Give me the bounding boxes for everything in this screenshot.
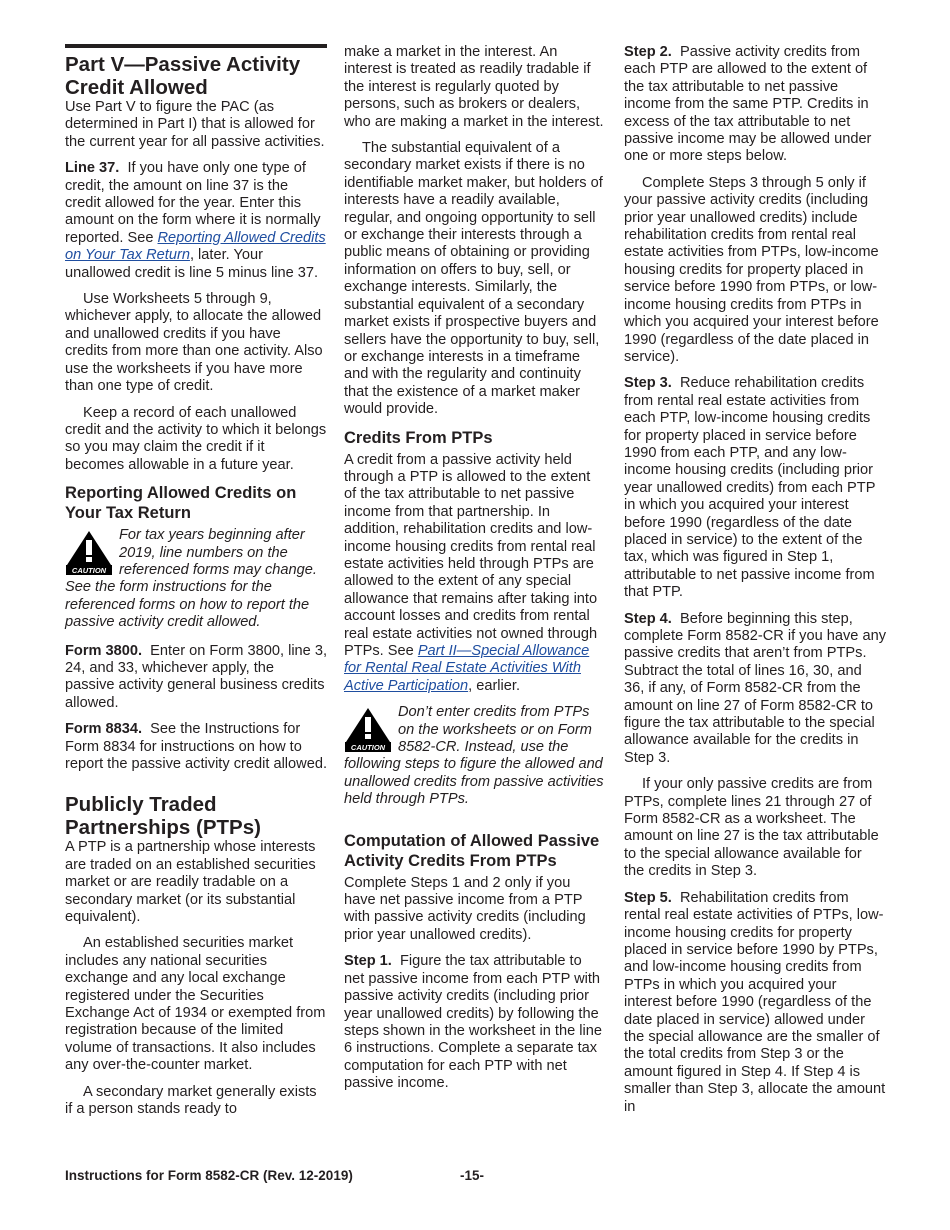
step4-paragraph [624, 611, 886, 768]
line37-label: Line 37. [65, 160, 120, 177]
substantial-equivalent-paragraph: The substantial equivalent of a secondary market exists if there is no identifiable market maker, but holders of interests have a readily available, regular, and ongoing opportunity to sell or exchange their interests through a public means of obtaining or providing information on offers to buy, sell, or exchange interests. Similarly, the substantial equivalent of a secondary market exists if prospective buyers and sellers have the opportunity to buy, sell, or exchange interests in a timeframe and with the regularity and continuity that the existence of a market maker would provide. [344, 140, 603, 418]
steps-3-5-paragraph: Complete Steps 3 through 5 only if your passive activity credits (including prior year unallowed credits) include rehabilitation credits from rental real estate activities from PTPs, low-income housing credits for property placed in service before 1990 from PTPs, or low-income housing credits from PTPs in which you acquired your interest before 1990 (regardless of the date placed in service). [624, 174, 879, 365]
caution-icon-label: CAUTION [350, 743, 386, 753]
credits-text-b: , earlier. [468, 677, 521, 694]
step2-label: Step 2. [624, 44, 672, 60]
form8834-paragraph [65, 721, 327, 773]
part5-heading-rule [65, 44, 327, 99]
record-paragraph: Keep a record of each unallowed credit and the activity to which it belongs so you may claim the credit if it becomes allowable in a future year. [65, 404, 327, 473]
step4-text: Before beginning this step, complete Form 8582-CR if you have any passive credits that aren’t from PTPs. Subtract the total of lines 16, 30, and 36, if any, of Form 8582-CR from the amount on line 27 of Form 8582-CR to figure the tax attributable to the special allowance available for the credits in Step 3. [624, 610, 886, 766]
step5-paragraph [624, 890, 886, 1116]
ptp-heading: Publicly Traded Partnerships (PTPs) [65, 793, 261, 840]
form3800-label: Form 3800. [65, 642, 143, 659]
computation-heading: Computation of Allowed Passive Activity Credits From PTPs [344, 831, 600, 870]
form8834-text: See the Instructions for Form 8834 for instructions on how to report the passive activity credit allowed. [65, 721, 327, 772]
step1-text: Figure the tax attributable to net passive income from each PTP with passive activity credits (including prior year unallowed credits) by following the steps shown in the worksheet in the line 6 instructions. Complete a separate tax computation for each PTP with net passive income. [344, 953, 602, 1092]
caution-note-2 [344, 704, 606, 808]
footer-page-number: -15- [460, 1168, 485, 1183]
ptp-paragraph-3: A secondary market generally exists if a person stands ready to [65, 1083, 317, 1118]
market-continued-paragraph: make a market in the interest. An interest is treated as readily tradable if the interest is regularly quoted by persons, such as brokers or dealers, who are making a market in the interest. [344, 44, 604, 130]
form8834-label: Form 8834. [65, 721, 143, 738]
footer-form-title: Instructions for Form 8582-CR (Rev. 12-2019) [65, 1168, 353, 1183]
caution-icon-label: CAUTION [71, 566, 107, 576]
credits-from-ptps-heading: Credits From PTPs [344, 428, 493, 447]
caution-text-1: For tax years beginning after 2019, line numbers on the referenced forms may change. See the form instructions for the referenced forms on how to report the passive activity credit allowed. [65, 527, 317, 631]
worksheets-paragraph: Use Worksheets 5 through 9, whichever apply, to allocate the allowed and unallowed credits if you have credits from more than one activity. Also use the worksheets if you have more than one type of credit. [65, 291, 323, 395]
form3800-text: Enter on Form 3800, line 3, 24, and 33, whichever apply, the passive activity general business credits allowed. [65, 642, 328, 711]
steps-1-2-paragraph: Complete Steps 1 and 2 only if you have net passive income from a PTP with passive activity credits (including prior year unallowed credits). [344, 874, 586, 943]
step2-text: Passive activity credits from each PTP are allowed to the extent of the tax attributable to net passive income from the same PTP. Credits in excess of the tax attributable to net passive income may be allowed under one or more steps below. [624, 44, 872, 165]
caution-icon [65, 529, 113, 575]
step2-paragraph [624, 44, 886, 166]
form3800-paragraph [65, 643, 327, 713]
credits-from-ptps-paragraph [344, 452, 606, 696]
credits-text-a: A credit from a passive activity held through a PTP is allowed to the extent of the tax attributable to net passive income from that partnership. In addition, rehabilitation credits and low-income housing credits from rental real estate activities held through PTPs are allowed to the extent of any special allowance that remains after taking into account losses and credits from rental real estate activities not owned through PTPs. See [344, 451, 598, 659]
part2-special-allowance-link[interactable]: Part II—Special Allowance for Rental Real Estate Activities With Active Participation [344, 643, 590, 694]
line37-text-b: , later. Your unallowed credit is line 5 minus line 37. [65, 247, 319, 281]
step4-label: Step 4. [624, 610, 672, 627]
ptp-paragraph-2: An established securities market includes any national securities exchange and any local exchange registered under the Securities Exchange Act of 1934 or exempted from registration because of the limited volume of transactions. It also includes any over-the-counter market. [65, 935, 326, 1074]
caution-note-1 [65, 527, 327, 631]
step1-paragraph [344, 953, 606, 1092]
reporting-heading: Reporting Allowed Credits on Your Tax Return [65, 484, 297, 523]
line37-text-a: If you have only one type of credit, the amount on line 37 is the credit allowed for the year. Enter this amount on the form where it is normally reported. See [65, 160, 321, 246]
column-2 [344, 44, 606, 1102]
step3-text: Reduce rehabilitation credits from rental real estate activities from each PTP, low-income housing credits for property placed in service before 1990 from each PTP, and any low-income housing credits (including prior year unallowed credits) from each PTP in which you acquired your interest before 1990 (regardless of the date placed in service) to the extent of the tax, which was figured in Step 1, attributable to net passive income from that PTP. [624, 375, 876, 601]
step1-label: Step 1. [344, 953, 392, 970]
part5-intro: Use Part V to figure the PAC (as determined in Part I) that is allowed for the current year for all passive activities. [65, 99, 325, 150]
column-3 [624, 44, 886, 1125]
ptp-paragraph-1: A PTP is a partnership whose interests are traded on an established securities market or are readily tradable on a secondary market (or its substantial equivalent). [65, 839, 316, 926]
only-ptp-credits-paragraph: If your only passive credits are from PTPs, complete lines 21 through 27 of Form 8582-CR as a worksheet. The amount on line 27 is the tax attributable to the special allowance available for the credits in Step 3. [624, 776, 879, 880]
reporting-allowed-credits-link[interactable]: Reporting Allowed Credits on Your Tax Return [65, 229, 326, 264]
step3-label: Step 3. [624, 375, 672, 392]
caution-text-2: Don’t enter credits from PTPs on the worksheets or on Form 8582-CR. Instead, use the following steps to figure the allowed and unallowed credits from passive activities held through PTPs. [344, 704, 604, 808]
column-1 [65, 44, 327, 1128]
part5-heading: Part V—Passive Activity Credit Allowed [65, 53, 301, 99]
step3-paragraph [624, 375, 886, 601]
caution-icon [344, 706, 392, 752]
line37-paragraph [65, 160, 327, 282]
step5-text: Rehabilitation credits from rental real estate activities of PTPs, low-income housing credits for property placed in service before 1990 by PTPs, and low-income housing credits from PTPs in which you acquired your interest before 1990 (regardless of the date placed in service) allowed under the special allowance are the smaller of the total credits from Step 3 or the amount figured in Step 4. If Step 4 is smaller than Step 3, allocate the amount in [624, 889, 886, 1115]
step5-label: Step 5. [624, 889, 672, 906]
